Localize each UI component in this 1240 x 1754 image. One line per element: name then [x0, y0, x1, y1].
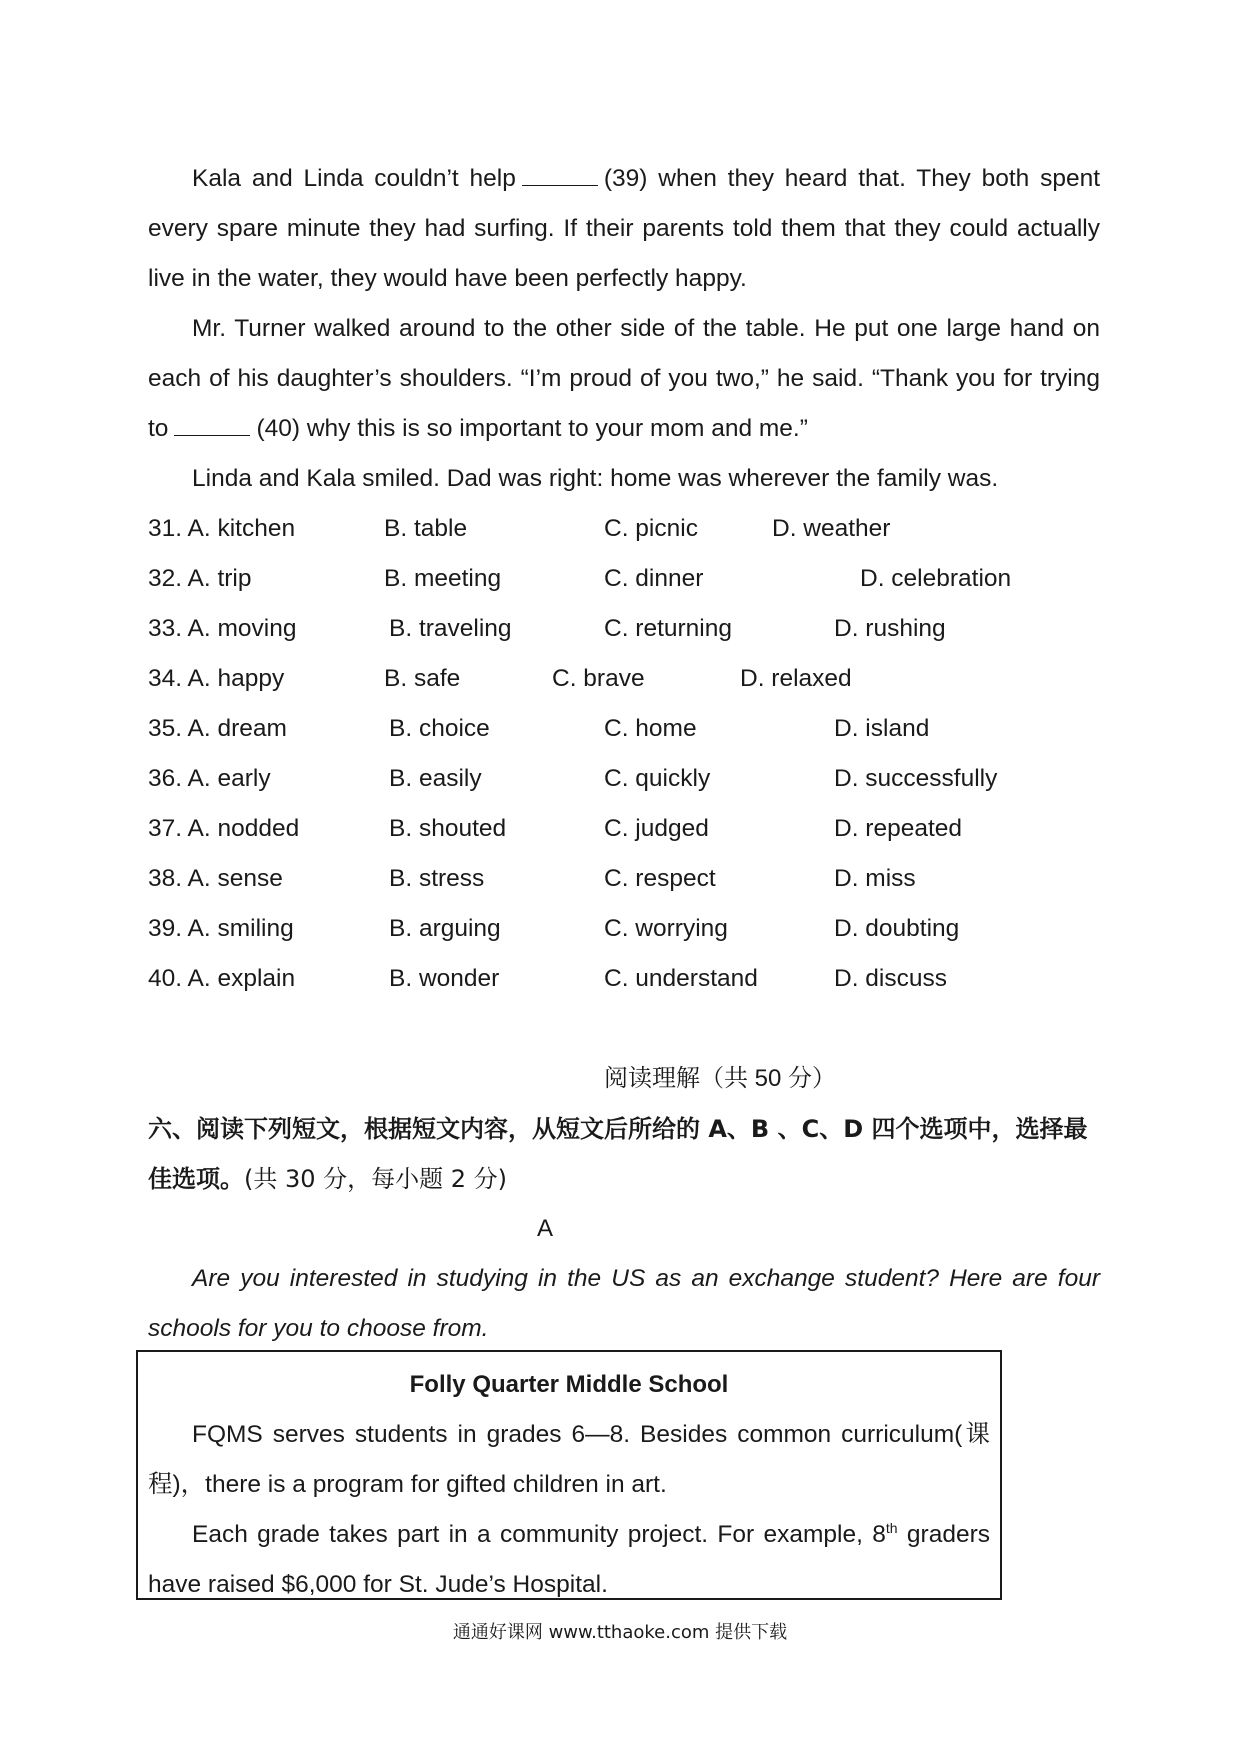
option-d: D. doubting	[834, 915, 960, 942]
option-b: B. stress	[389, 865, 485, 892]
option-row-31	[148, 504, 1100, 554]
answer-blank-40	[174, 413, 250, 436]
option-c: C. picnic	[604, 515, 698, 542]
passage-paragraph-3: Linda and Kala smiled. Dad was right: home was wherever the family was.	[192, 465, 999, 492]
option-row-40	[148, 954, 1100, 1004]
paragraph-text: Kala and Linda couldn’t help	[192, 165, 516, 192]
option-c: C. home	[604, 715, 697, 742]
option-c: C. quickly	[604, 765, 711, 792]
option-c: C. worrying	[604, 915, 728, 942]
school-paragraph-1: FQMS serves students in grades 6—8. Besides common curriculum(课程)，there is a program for gifted children in art.	[148, 1421, 990, 1498]
option-row-32	[148, 554, 1100, 604]
option-a: 34. A. happy	[148, 665, 285, 692]
option-b: B. arguing	[389, 915, 501, 942]
option-d: D. repeated	[834, 815, 963, 842]
option-a: 39. A. smiling	[148, 915, 294, 942]
download-footer: 通通好课网 www.tthaoke.com 提供下载	[452, 1622, 788, 1643]
instruction-bold: 六、阅读下列短文，根据短文内容，从短文后所给的 A、B 、C、D 四个选项中，选择最佳选项。	[148, 1115, 1088, 1193]
option-d: D. weather	[772, 515, 891, 542]
option-d: D. celebration	[860, 565, 1012, 592]
option-d: D. rushing	[834, 615, 946, 642]
option-row-37	[148, 804, 1100, 854]
option-b: B. traveling	[389, 615, 512, 642]
option-c: C. returning	[604, 615, 733, 642]
paragraph-text: graders have raised $6,000 for St. Jude’s Hospital.	[148, 1521, 990, 1598]
option-a: 33. A. moving	[148, 615, 297, 642]
instruction-score: (共 30 分，每小题 2 分)	[244, 1165, 508, 1193]
section-instruction	[148, 1104, 1100, 1204]
option-row-39	[148, 904, 1100, 954]
option-a: 32. A. trip	[148, 565, 252, 592]
option-b: B. wonder	[389, 965, 500, 992]
option-row-35	[148, 704, 1100, 754]
paragraph-text: Each grade takes part in a community project. For example, 8	[192, 1521, 886, 1548]
school-info-box	[136, 1350, 1002, 1600]
part-letter: A	[536, 1215, 553, 1242]
option-b: B. shouted	[389, 815, 507, 842]
section-title: 阅读理解（共 50 分）	[604, 1065, 837, 1092]
option-d: D. discuss	[834, 965, 948, 992]
school-paragraph-2	[148, 1510, 990, 1610]
option-row-33	[148, 604, 1100, 654]
option-a: 37. A. nodded	[148, 815, 300, 842]
option-c: C. understand	[604, 965, 758, 992]
option-c: C. respect	[604, 865, 716, 892]
paragraph-text: (39) when they heard that. They both spent every spare minute they had surfing. If their parents told them that they could actually live in the water, they would have been perfectly happy.	[148, 165, 1101, 292]
option-d: D. successfully	[834, 765, 998, 792]
option-row-38	[148, 854, 1100, 904]
option-b: B. safe	[384, 665, 461, 692]
option-a: 35. A. dream	[148, 715, 287, 742]
option-b: B. choice	[389, 715, 490, 742]
paragraph-text: Mr. Turner walked around to the other side of the table. He put one large hand on each of his daughter’s shoulders. “I’m proud of you two,” he said. “Thank you for trying to	[148, 315, 1100, 442]
option-b: B. easily	[389, 765, 482, 792]
reading-intro: Are you interested in studying in the US as an exchange student? Here are four schools for you to choose from.	[148, 1265, 1100, 1342]
option-c: C. judged	[604, 815, 709, 842]
ordinal-suffix: th	[885, 1519, 898, 1536]
option-a: 38. A. sense	[148, 865, 283, 892]
option-c: C. dinner	[604, 565, 704, 592]
option-a: 36. A. early	[148, 765, 271, 792]
passage-paragraph-1	[148, 154, 1100, 304]
option-a: 40. A. explain	[148, 965, 296, 992]
option-b: B. table	[384, 515, 468, 542]
option-b: B. meeting	[384, 565, 502, 592]
option-row-34	[148, 654, 1100, 704]
option-a: 31. A. kitchen	[148, 515, 296, 542]
option-row-36	[148, 754, 1100, 804]
option-d: D. relaxed	[740, 665, 852, 692]
passage-paragraph-2	[148, 304, 1100, 454]
school-title: Folly Quarter Middle School	[409, 1371, 729, 1398]
option-c: C. brave	[552, 665, 645, 692]
option-d: D. miss	[834, 865, 916, 892]
paragraph-text: (40) why this is so important to your mom and me.”	[256, 415, 808, 442]
answer-blank-39	[522, 163, 598, 186]
option-d: D. island	[834, 715, 930, 742]
